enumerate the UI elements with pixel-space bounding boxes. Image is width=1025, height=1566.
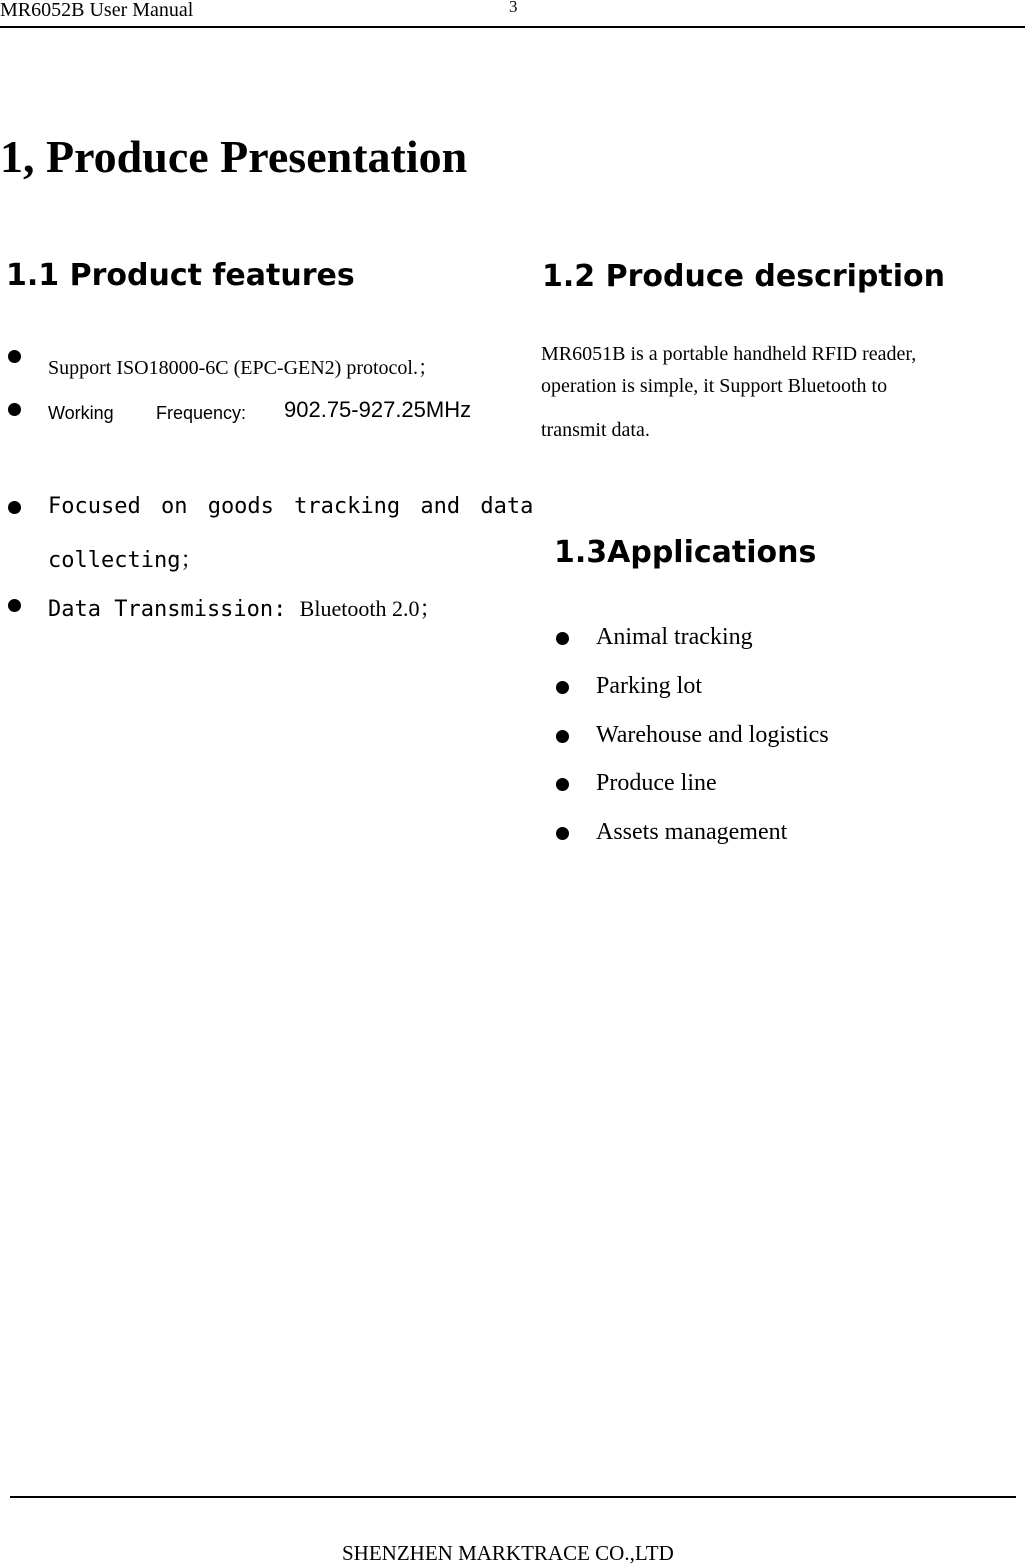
description-line: transmit data.	[541, 419, 650, 441]
footer-company: SHENZHEN MARKTRACE CO.,LTD	[342, 1541, 674, 1565]
bullet-icon	[556, 827, 569, 840]
feature-protocol: Support ISO18000-6C (EPC-GEN2) protocol.；	[48, 357, 438, 379]
manual-title: MR6052B User Manual	[0, 0, 194, 21]
bullet-icon	[8, 350, 21, 363]
features-heading: 1.1 Product features	[6, 258, 355, 293]
feature-tracking-line2: collecting；	[48, 548, 203, 573]
application-item: Parking lot	[596, 673, 702, 699]
page-number: 3	[509, 0, 518, 16]
footer-divider	[10, 1496, 1016, 1498]
applications-heading: 1.3Applications	[554, 535, 817, 570]
bullet-icon	[8, 403, 21, 416]
application-item: Produce line	[596, 770, 717, 796]
frequency-label-frequency: Frequency:	[156, 403, 247, 423]
feature-transmission	[48, 592, 441, 623]
application-item: Warehouse and logistics	[596, 722, 829, 748]
page-title: 1, Produce Presentation	[0, 131, 468, 182]
bullet-icon	[556, 681, 569, 694]
description-heading: 1.2 Produce description	[542, 259, 945, 294]
bullet-icon	[8, 599, 21, 612]
header-divider	[0, 26, 1025, 28]
bullet-icon	[8, 501, 21, 514]
description-line: MR6051B is a portable handheld RFID reader,	[541, 343, 917, 365]
transmission-value: Bluetooth 2.0；	[299, 596, 442, 621]
application-item: Animal tracking	[596, 624, 753, 650]
application-item: Assets management	[596, 819, 788, 845]
frequency-value: 902.75-927.25MHz	[284, 397, 472, 422]
bullet-icon	[556, 632, 569, 645]
bullet-icon	[556, 730, 569, 743]
feature-tracking-line1: Focused on goods tracking and data	[48, 494, 534, 519]
description-line: operation is simple, it Support Bluetooth to	[541, 375, 888, 397]
bullet-icon	[556, 778, 569, 791]
transmission-label: Data Transmission:	[48, 597, 300, 622]
frequency-label-working: Working	[48, 403, 114, 423]
